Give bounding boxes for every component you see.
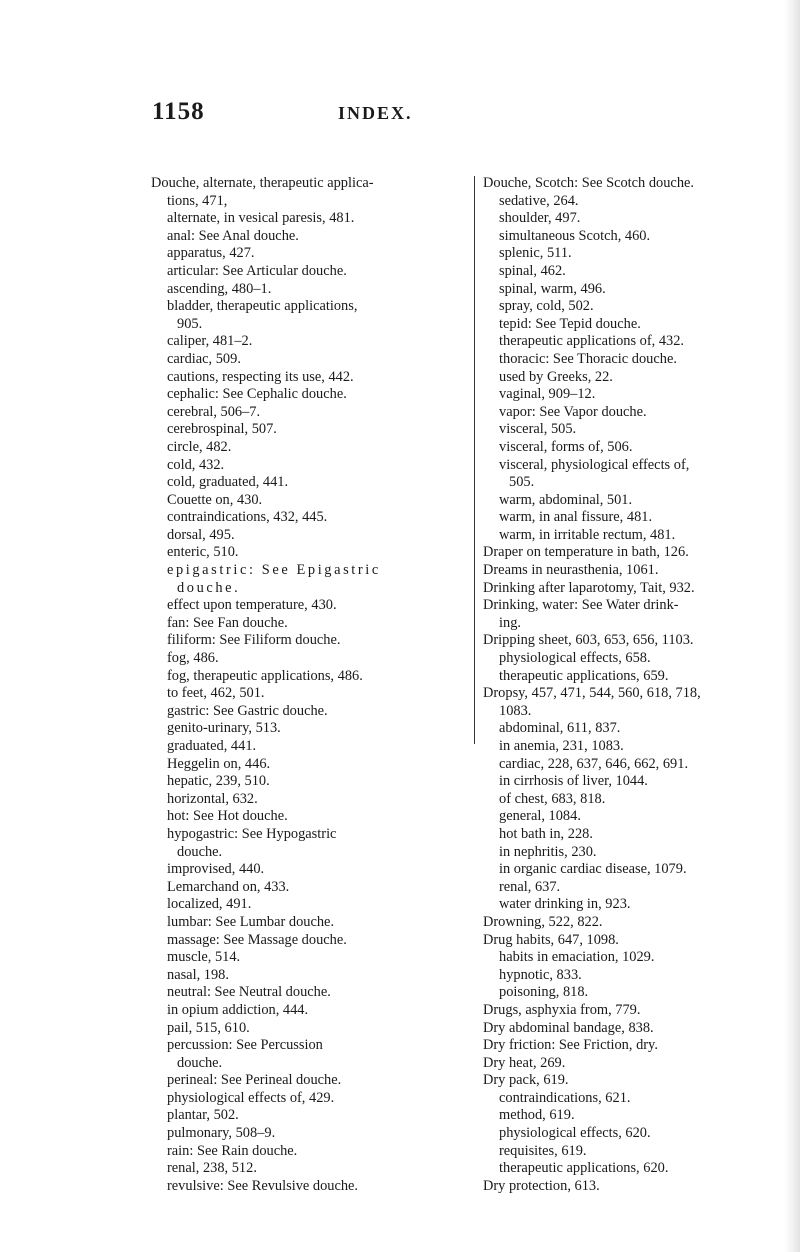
index-subentry: fog, therapeutic applications, 486. bbox=[167, 667, 363, 684]
index-subentry: Heggelin on, 446. bbox=[167, 755, 271, 772]
index-subentry: massage: See Massage douche. bbox=[167, 931, 347, 948]
index-entry: Dripping sheet, 603, 653, 656, 1103. bbox=[483, 632, 694, 649]
index-entry: Drowning, 522, 822. bbox=[483, 913, 603, 930]
column-divider bbox=[474, 176, 475, 744]
index-subentry: sedative, 264. bbox=[499, 192, 579, 209]
index-subentry: cautions, respecting its use, 442. bbox=[167, 368, 354, 385]
index-subentry: plantar, 502. bbox=[167, 1107, 239, 1124]
index-subentry: fog, 486. bbox=[167, 650, 219, 667]
index-subentry: lumbar: See Lumbar douche. bbox=[167, 913, 335, 930]
index-subentry: spray, cold, 502. bbox=[499, 298, 594, 315]
index-subentry: horizontal, 632. bbox=[167, 790, 258, 807]
page-header bbox=[152, 98, 648, 138]
index-subentry: hepatic, 239, 510. bbox=[167, 773, 270, 790]
index-subentry: therapeutic applications of, 432. bbox=[499, 333, 685, 350]
index-entry: Dry heat, 269. bbox=[483, 1054, 566, 1071]
index-subentry: warm, in anal fissure, 481. bbox=[499, 509, 653, 526]
index-subentry: vapor: See Vapor douche. bbox=[499, 403, 647, 420]
index-subentry: physiological effects of, 429. bbox=[167, 1089, 335, 1106]
index-entry: Dry protection, 613. bbox=[483, 1177, 600, 1194]
index-subentry: general, 1084. bbox=[499, 808, 581, 825]
index-subentry: anal: See Anal douche. bbox=[167, 227, 299, 244]
index-subentry: cephalic: See Cephalic douche. bbox=[167, 386, 347, 403]
index-subentry: gastric: See Gastric douche. bbox=[167, 702, 328, 719]
index-subentry: rain: See Rain douche. bbox=[167, 1142, 298, 1159]
index-subentry: renal, 637. bbox=[499, 878, 561, 895]
index-subentry: Couette on, 430. bbox=[167, 491, 263, 508]
index-subentry: method, 619. bbox=[499, 1107, 575, 1124]
index-subentry: warm, abdominal, 501. bbox=[499, 491, 633, 508]
index-subentry: perineal: See Perineal douche. bbox=[167, 1072, 342, 1089]
index-subentry: pulmonary, 508–9. bbox=[167, 1125, 276, 1142]
index-subentry: pail, 515, 610. bbox=[167, 1019, 250, 1036]
index-subentry: habits in emaciation, 1029. bbox=[499, 949, 655, 966]
index-subentry: in opium addiction, 444. bbox=[167, 1001, 309, 1018]
index-subentry: enteric, 510. bbox=[167, 544, 239, 561]
index-subentry: dorsal, 495. bbox=[167, 526, 235, 543]
index-subentry: thoracic: See Thoracic douche. bbox=[499, 350, 677, 367]
index-subentry: genito-urinary, 513. bbox=[167, 720, 281, 737]
index-subentry: renal, 238, 512. bbox=[167, 1160, 257, 1177]
index-subentry: bladder, therapeutic applications, 905. bbox=[167, 298, 358, 332]
index-subentry: tepid: See Tepid douche. bbox=[499, 315, 641, 332]
index-entry: Drugs, asphyxia from, 779. bbox=[483, 1001, 641, 1018]
index-subentry: in nephritis, 230. bbox=[499, 843, 597, 860]
index-subentry: alternate, in vesical paresis, 481. bbox=[167, 210, 355, 227]
index-subentry: localized, 491. bbox=[167, 896, 252, 913]
index-subentry: water drinking in, 923. bbox=[499, 896, 631, 913]
index-subentry: spinal, warm, 496. bbox=[499, 280, 606, 297]
index-subentry: shoulder, 497. bbox=[499, 210, 581, 227]
index-subentry: effect upon temperature, 430. bbox=[167, 597, 337, 614]
index-subentry: fan: See Fan douche. bbox=[167, 614, 288, 631]
index-entry: Douche, alternate, therapeutic applica- tions, 471, bbox=[151, 175, 374, 209]
index-subentry: therapeutic applications, 659. bbox=[499, 667, 669, 684]
index-subentry: cold, 432. bbox=[167, 456, 225, 473]
index-subentry: hypnotic, 833. bbox=[499, 966, 582, 983]
index-subentry: of chest, 683, 818. bbox=[499, 790, 606, 807]
index-subentry: graduated, 441. bbox=[167, 738, 257, 754]
index-subentry: cardiac, 228, 637, 646, 662, 691. bbox=[499, 755, 689, 772]
index-subentry: neutral: See Neutral douche. bbox=[167, 984, 331, 1001]
index-subentry: abdominal, 611, 837. bbox=[499, 720, 621, 737]
index-subentry: epigastric: See Epigastric douche. bbox=[167, 562, 381, 596]
index-subentry: vaginal, 909–12. bbox=[499, 386, 596, 403]
index-subentry: to feet, 462, 501. bbox=[167, 685, 265, 702]
page-edge-shadow bbox=[784, 0, 800, 1252]
index-entry: Dreams in neurasthenia, 1061. bbox=[483, 562, 659, 579]
index-subentry: revulsive: See Revulsive douche. bbox=[167, 1177, 359, 1194]
index-subentry: hot: See Hot douche. bbox=[167, 808, 288, 825]
index-subentry: in organic cardiac disease, 1079. bbox=[499, 861, 687, 878]
index-subentry: cardiac, 509. bbox=[167, 350, 241, 367]
index-subentry: hypogastric: See Hypogastric douche. bbox=[167, 825, 337, 860]
index-subentry: warm, in irritable rectum, 481. bbox=[499, 526, 676, 543]
index-subentry: spinal, 462. bbox=[499, 262, 566, 279]
index-subentry: contraindications, 432, 445. bbox=[167, 509, 328, 526]
index-subentry: physiological effects, 620. bbox=[499, 1125, 651, 1142]
index-subentry: percussion: See Percussion douche. bbox=[167, 1037, 323, 1071]
index-subentry: contraindications, 621. bbox=[499, 1089, 631, 1106]
page-number: 1158 bbox=[152, 98, 205, 125]
index-column-left bbox=[151, 175, 481, 1195]
index-subentry: cerebrospinal, 507. bbox=[167, 421, 277, 438]
index-entry: Douche, Scotch: See Scotch douche. bbox=[483, 175, 695, 191]
index-subentry: splenic, 511. bbox=[499, 245, 572, 262]
index-subentry: nasal, 198. bbox=[167, 966, 229, 983]
index-entry: Drinking, water: See Water drink- ing. bbox=[483, 597, 679, 631]
index-subentry: simultaneous Scotch, 460. bbox=[499, 227, 651, 244]
index-subentry: poisoning, 818. bbox=[499, 984, 589, 1001]
index-subentry: requisites, 619. bbox=[499, 1142, 587, 1159]
index-entry: Dry pack, 619. bbox=[483, 1072, 569, 1089]
index-subentry: articular: See Articular douche. bbox=[167, 262, 347, 279]
index-subentry: in anemia, 231, 1083. bbox=[499, 738, 624, 754]
index-subentry: used by Greeks, 22. bbox=[499, 368, 613, 385]
index-subentry: caliper, 481–2. bbox=[167, 333, 253, 350]
index-entry: Drinking after laparotomy, Tait, 932. bbox=[483, 579, 695, 596]
index-entry: Dry friction: See Friction, dry. bbox=[483, 1037, 658, 1054]
index-subentry: Lemarchand on, 433. bbox=[167, 878, 290, 895]
index-subentry: in cirrhosis of liver, 1044. bbox=[499, 773, 648, 790]
index-subentry: hot bath in, 228. bbox=[499, 825, 593, 842]
index-subentry: visceral, physiological effects of, 505. bbox=[499, 456, 690, 491]
index-subentry: physiological effects, 658. bbox=[499, 650, 651, 667]
index-subentry: visceral, 505. bbox=[499, 421, 577, 438]
index-subentry: cerebral, 506–7. bbox=[167, 403, 261, 420]
running-head: INDEX. bbox=[338, 103, 413, 123]
index-subentry: improvised, 440. bbox=[167, 861, 265, 878]
index-entry: Drug habits, 647, 1098. bbox=[483, 931, 619, 948]
index-entry: Dry abdominal bandage, 838. bbox=[483, 1019, 654, 1036]
index-subentry: filiform: See Filiform douche. bbox=[167, 632, 341, 649]
index-subentry: muscle, 514. bbox=[167, 949, 241, 966]
index-subentry: visceral, forms of, 506. bbox=[499, 438, 633, 455]
index-subentry: circle, 482. bbox=[167, 438, 232, 455]
index-entry: Dropsy, 457, 471, 544, 560, 618, 718, 1083. bbox=[483, 685, 701, 719]
index-subentry: ascending, 480–1. bbox=[167, 280, 272, 297]
index-column-right bbox=[483, 175, 800, 1195]
index-entry: Draper on temperature in bath, 126. bbox=[483, 544, 689, 561]
index-subentry: cold, graduated, 441. bbox=[167, 474, 289, 491]
index-subentry: apparatus, 427. bbox=[167, 245, 255, 262]
index-subentry: therapeutic applications, 620. bbox=[499, 1160, 669, 1177]
